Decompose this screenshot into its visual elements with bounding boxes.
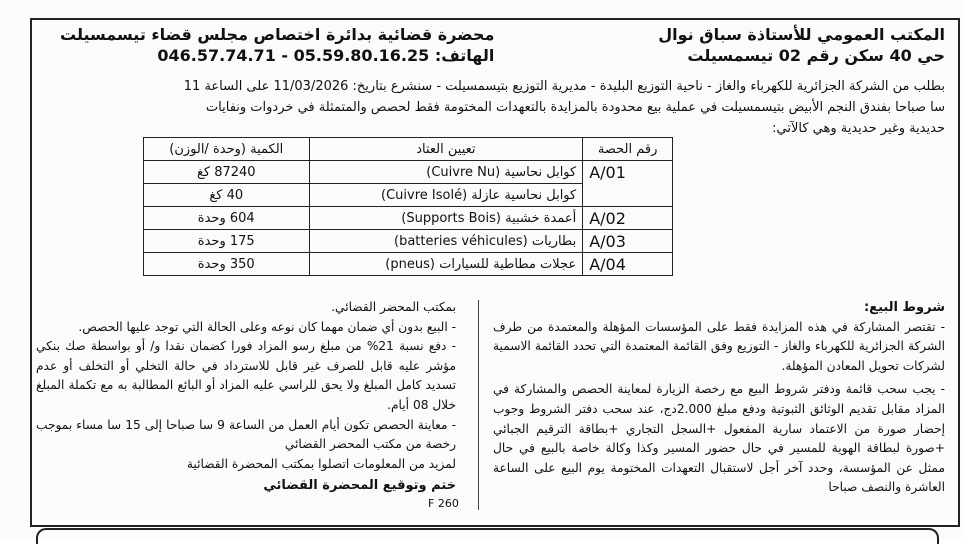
lot-number: A/02 xyxy=(583,207,673,230)
reference-code: F 260 xyxy=(428,497,459,510)
quantity: 604 وحدة xyxy=(144,207,310,230)
lot-number: A/01 xyxy=(583,161,673,184)
condition-paragraph: - البيع بدون أي ضمان مهما كان نوعه وعلى الحالة التي توجد عليها الحصص. xyxy=(78,319,456,334)
table-row xyxy=(144,207,673,230)
office-address: حي 40 سكن رقم 02 تيسمسيلت xyxy=(687,46,945,65)
intro-line: بطلب من الشركة الجزائرية للكهرباء والغاز - ناحية التوزيع البليدة - مديرية التوزيع بتيسمسيلت - سنشرع بتاريخ: 11/03/2026 على الساعة 11 xyxy=(183,79,945,94)
condition-paragraph: لمزيد من المعلومات اتصلوا بمكتب المحضرة القضائية xyxy=(186,456,456,471)
lots-table xyxy=(143,137,673,276)
table-row xyxy=(144,253,673,276)
intro-line: حديدية وغير حديدية وهي كالآتي: xyxy=(772,121,945,136)
conditions-title: شروط البيع: xyxy=(863,300,945,315)
phone-line: الهاتف: 05.59.80.16.25 - 046.57.74.71 xyxy=(157,46,495,65)
column-divider xyxy=(478,300,479,510)
intro-paragraph xyxy=(36,76,945,139)
table-header-row xyxy=(144,138,673,161)
lot-number: A/04 xyxy=(583,253,673,276)
material-name: أعمدة خشبية (Supports Bois) xyxy=(309,207,583,230)
intro-line: سا صباحا بفندق النجم الأبيض بتيسمسيلت في عملية بيع محدودة بالمزايدة بالتعهدات المختومة فقط لحصص والمتمثلة في خردوات ونفايات xyxy=(205,100,945,115)
material-name: كوابل نحاسية عازلة (Cuivre Isolé) xyxy=(309,184,583,207)
court-title: محضرة قضائية بدائرة اختصاص مجلس قضاء تيسمسيلت xyxy=(60,25,495,44)
quantity: 175 وحدة xyxy=(144,230,310,253)
material-name: كوابل نحاسية (Cuivre Nu) xyxy=(309,161,583,184)
conditions-right-column xyxy=(493,298,945,498)
condition-paragraph: - معاينة الحصص تكون أيام العمل من الساعة 9 سا صباحا إلى 15 سا مساء بموجب رخصة من مكتب المحضر القضائي xyxy=(36,417,456,452)
court-header xyxy=(60,24,494,66)
table-row xyxy=(144,184,673,207)
lot-number: A/03 xyxy=(583,230,673,253)
condition-paragraph: - دفع نسبة 21% من مبلغ رسو المزاد فورا كضمان نقدا و/ أو بواسطة صك بنكي مؤشر عليه قابل للصرف غير قابل للاسترداد في حالة التخلي أو التخلف أو عدم تسديد كامل المبلغ ولا يحق للراسي عليه المزاد أو البائع المطالبة به مع تكملة المبلغ خلال 08 أيام. xyxy=(36,339,456,412)
header-lot-number: رقم الحصة xyxy=(583,138,673,161)
material-name: بطاريات (batteries véhicules) xyxy=(309,230,583,253)
condition-paragraph: - تقتصر المشاركة في هذه المزايدة فقط على المؤسسات المؤهلة والمعتمدة من طرف الشركة الجزائرية للكهرباء والغاز - التوزيع وفق القائمة المعتمدة التي تحدد القائمة الاسمية لشركات تحويل المعادن المؤهلة. xyxy=(493,319,945,373)
office-name: المكتب العمومي للأستاذة سباق نوال xyxy=(658,25,945,44)
condition-paragraph: - يجب سحب قائمة ودفتر شروط البيع مع رخصة الزيارة لمعاينة الحصص والمشاركة في المزاد مقابل تقديم الوثائق الثبوتية ودفع مبلغ 2.000دج، عند سحب دفتر الشروط وجوب إحضار صورة من الاعتماد سارية المفعول +السجل التجاري +بطاقة الترقيم الجبائي +صورة لبطاقة الهوية للمسير في حال حضور المسير وكذا وكالة خاصة بالبيع في حال ممثل عن المؤسسة، وحدد آخر أجل لاستقبال التعهدات المختومة يوم البيع على الساعة العاشرة والنصف صباحا xyxy=(493,382,945,495)
conditions-left-column xyxy=(36,298,456,496)
quantity: 350 وحدة xyxy=(144,253,310,276)
office-header xyxy=(658,24,945,66)
signature-line: ختم وتوقيع المحضرة القضائي xyxy=(263,478,456,494)
next-notice-edge xyxy=(36,528,939,544)
quantity: 87240 كغ xyxy=(144,161,310,184)
lot-number xyxy=(583,184,673,207)
material-name: عجلات مطاطية للسيارات (pneus) xyxy=(309,253,583,276)
table-row xyxy=(144,161,673,184)
table-row xyxy=(144,230,673,253)
header-quantity: الكمية (وحدة /الوزن) xyxy=(144,138,310,161)
quantity: 40 كغ xyxy=(144,184,310,207)
header-material: تعيين العتاد xyxy=(309,138,583,161)
condition-paragraph: بمكتب المحضر القضائي. xyxy=(331,300,456,314)
